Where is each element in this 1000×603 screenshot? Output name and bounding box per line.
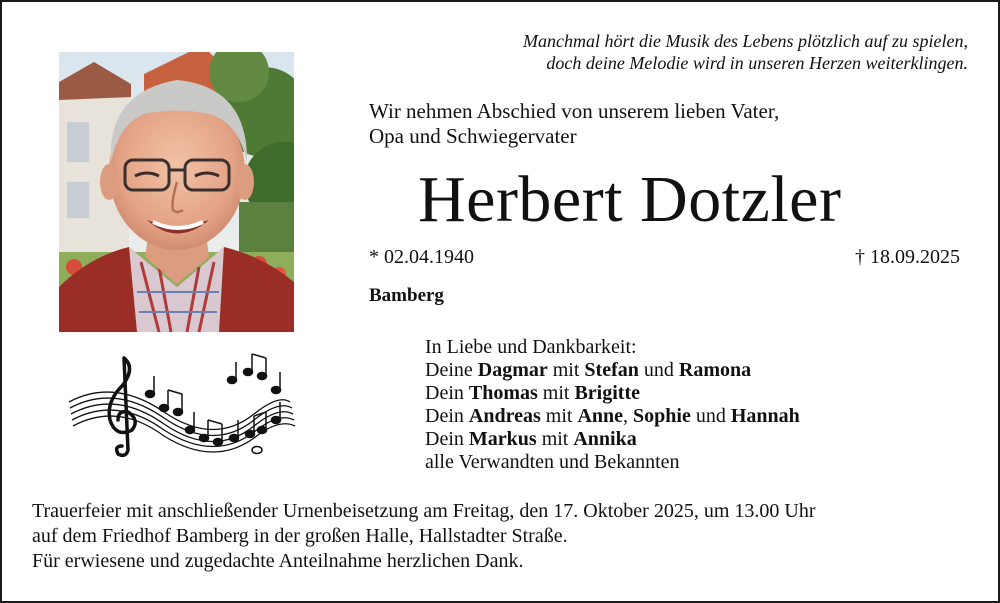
mourner-name: Sophie xyxy=(633,405,691,427)
mourner-name: Ramona xyxy=(678,359,752,381)
mourner-text: Dein xyxy=(425,382,469,404)
mourner-name: Brigitte xyxy=(574,382,640,404)
intro-text xyxy=(369,99,779,149)
service-line-1: Trauerfeier mit anschließender Urnenbeisetzung am Freitag, den 17. Oktober 2025, um 13.00 Uhr xyxy=(32,500,816,522)
intro-line-1: Wir nehmen Abschied von unserem lieben Vater, xyxy=(369,99,780,123)
mourner-text: , xyxy=(623,405,634,427)
mourner-text: Deine xyxy=(425,359,478,381)
mourner-text: mit xyxy=(547,359,585,381)
birth-date: * 02.04.1940 xyxy=(369,246,474,268)
mourner-name: Markus xyxy=(468,428,537,450)
service-line-3: Für erwiesene und zugedachte Anteilnahme herzlichen Dank. xyxy=(32,550,524,572)
death-date: † 18.09.2025 xyxy=(855,246,960,268)
memorial-quote xyxy=(368,30,968,74)
mourner-text: mit xyxy=(540,405,578,427)
mourner-text: mit xyxy=(536,428,574,450)
service-info xyxy=(32,499,816,574)
residence-place: Bamberg xyxy=(369,285,444,306)
mourner-line xyxy=(425,359,800,382)
mourner-name: Annika xyxy=(573,428,637,450)
mourner-name: Hannah xyxy=(730,405,800,427)
mourners-closing: alle Verwandten und Bekannten xyxy=(425,451,680,473)
mourner-line xyxy=(425,405,800,428)
music-notes-icon xyxy=(64,350,300,462)
mourner-line xyxy=(425,428,800,451)
mourner-line xyxy=(425,382,800,405)
mourner-name: Andreas xyxy=(468,405,541,427)
mourners-heading: In Liebe und Dankbarkeit: xyxy=(425,336,637,358)
mourner-text: Dein xyxy=(425,405,469,427)
mourner-text: mit xyxy=(537,382,575,404)
mourner-text: und xyxy=(638,359,679,381)
quote-line-2: doch deine Melodie wird in unseren Herzen weiterklingen. xyxy=(546,53,968,73)
mourner-name: Stefan xyxy=(584,359,639,381)
mourner-text: Dein xyxy=(425,428,469,450)
service-line-2: auf dem Friedhof Bamberg in der großen Halle, Hallstadter Straße. xyxy=(32,525,568,547)
mourner-lines xyxy=(425,359,800,451)
mourner-name: Dagmar xyxy=(477,359,548,381)
quote-line-1: Manchmal hört die Musik des Lebens plötzlich auf zu spielen, xyxy=(523,31,968,51)
mourners-list xyxy=(425,336,800,474)
intro-line-2: Opa und Schwiegervater xyxy=(369,124,577,148)
mourner-name: Thomas xyxy=(468,382,538,404)
deceased-name: Herbert Dotzler xyxy=(418,163,842,236)
mourner-text: und xyxy=(690,405,731,427)
mourner-name: Anne xyxy=(577,405,624,427)
